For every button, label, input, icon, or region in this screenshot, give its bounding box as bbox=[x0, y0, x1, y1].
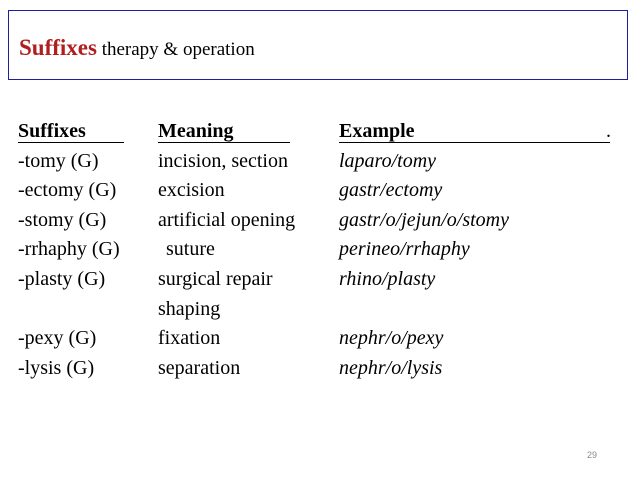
header-meaning: Meaning bbox=[158, 120, 234, 142]
row-suffix: -lysis (G) bbox=[18, 356, 95, 379]
row-suffix: -tomy (G) bbox=[18, 149, 99, 172]
row-meaning: fixation bbox=[158, 327, 221, 350]
table-row bbox=[18, 324, 618, 354]
table-row bbox=[18, 206, 618, 236]
row-example: gastr/o/jejun/o/stomy bbox=[339, 208, 509, 231]
row-suffix: -plasty (G) bbox=[18, 267, 106, 290]
row-example: rhino/plasty bbox=[339, 267, 436, 290]
row-example: nephr/o/pexy bbox=[339, 327, 444, 350]
row-suffix: -pexy (G) bbox=[18, 327, 97, 350]
header-suffixes: Suffixes bbox=[18, 120, 86, 142]
row-meaning: shaping bbox=[158, 297, 221, 320]
table-row bbox=[18, 354, 618, 384]
row-meaning: surgical repair bbox=[158, 267, 273, 290]
header-trailing-dot: . bbox=[606, 120, 611, 142]
row-meaning: incision, section bbox=[158, 149, 288, 172]
row-example: perineo/rrhaphy bbox=[339, 238, 470, 261]
table-row bbox=[18, 176, 618, 206]
title-box bbox=[8, 10, 628, 80]
header-underline-meaning bbox=[158, 142, 290, 143]
title-keyword: Suffixes bbox=[19, 35, 97, 60]
table-row bbox=[18, 235, 618, 265]
row-suffix: -ectomy (G) bbox=[18, 179, 117, 202]
row-example: gastr/ectomy bbox=[339, 179, 443, 202]
row-example: nephr/o/lysis bbox=[339, 356, 443, 379]
row-suffix: -rrhaphy (G) bbox=[18, 238, 120, 261]
row-example: laparo/tomy bbox=[339, 149, 437, 172]
header-underline-example bbox=[339, 142, 610, 143]
header-example: Example bbox=[339, 120, 415, 142]
row-suffix: -stomy (G) bbox=[18, 208, 107, 231]
table-header-row bbox=[18, 117, 618, 147]
suffix-table bbox=[18, 117, 618, 383]
table-row bbox=[18, 265, 618, 295]
row-meaning: excision bbox=[158, 179, 225, 202]
table-row bbox=[18, 295, 618, 325]
row-meaning: suture bbox=[166, 238, 215, 261]
row-meaning: artificial opening bbox=[158, 208, 296, 231]
slide-title bbox=[19, 33, 255, 66]
table-row bbox=[18, 147, 618, 177]
page-number: 29 bbox=[587, 450, 598, 460]
header-underline-suffixes bbox=[18, 142, 124, 143]
row-meaning: separation bbox=[158, 356, 241, 379]
title-subtitle: therapy & operation bbox=[96, 39, 255, 60]
